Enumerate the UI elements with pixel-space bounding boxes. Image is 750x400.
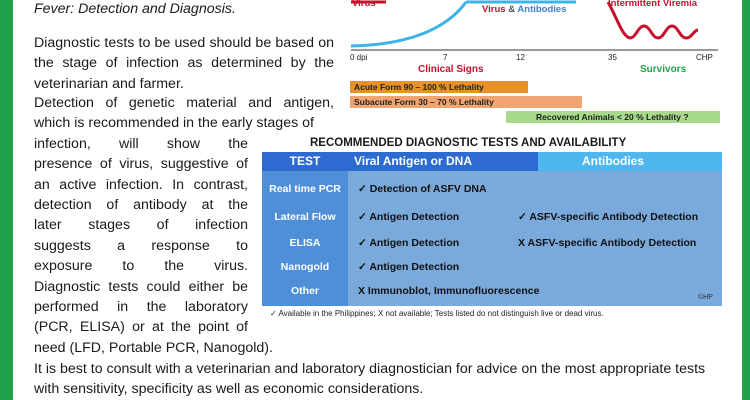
section-heading: Fever: Detection and Diagnosis. — [34, 1, 236, 17]
right-green-border — [742, 0, 750, 400]
left-green-border — [0, 0, 13, 400]
table-header-row — [262, 152, 722, 171]
header-test: TEST — [262, 152, 348, 171]
cell-pcr-antigen: ✓ Detection of ASFV DNA — [358, 183, 487, 195]
infection-timeline-graphic — [346, 0, 726, 128]
paragraph-detection-line: suggests a response to — [34, 237, 248, 254]
tick-7: 7 — [443, 53, 448, 62]
row-label-pcr: Real time PCR — [269, 183, 341, 195]
table-title: RECOMMENDED DIAGNOSTIC TESTS AND AVAILABILITY — [310, 137, 627, 149]
tick-35: 35 — [608, 53, 617, 62]
paragraph-detection-line: (PCR, ELISA) or at the point of — [34, 319, 248, 336]
row-label-elisa: ELISA — [289, 237, 321, 249]
survivors-label: Survivors — [640, 64, 687, 75]
virus-antibodies-label-virus: Virus — [482, 4, 506, 15]
subacute-form-bar: Subacute Form 30 – 70 % Lethality — [350, 96, 582, 108]
tick-0dpi: 0 dpi — [350, 53, 368, 62]
header-antigen: Viral Antigen or DNA — [348, 152, 538, 171]
paragraph-detection-line: presence of virus, suggestive of — [34, 156, 248, 173]
header-antibodies: Antibodies — [538, 152, 722, 171]
tick-chp: CHP — [696, 53, 713, 62]
paragraph-detection-line: detection of antibody at the — [34, 197, 248, 214]
paragraph-detection-line: exposure to the virus. — [34, 258, 248, 275]
intermittent-viremia-label: Intermittent Viremia — [608, 0, 698, 9]
cell-lateral-flow-antigen: ✓ Antigen Detection — [358, 211, 460, 223]
closing-paragraph: It is best to consult with a veterinarian and laboratory diagnostician for advice on the most appropriate tests with sensitivity, specificity as well as economic considerations. — [34, 361, 706, 398]
clinical-signs-label: Clinical Signs — [418, 64, 484, 75]
paragraph-diagnostic-tests: Diagnostic tests to be used should be based on the stage of infection as determined by the veterinarian and farmer. — [34, 35, 334, 92]
recovered-animals-bar: Recovered Animals < 20 % Lethality ? — [506, 111, 720, 123]
paragraph-detection-last: need (LFD, Portable PCR, Nanogold). — [34, 339, 273, 356]
paragraph-detection-line: performed in the laboratory — [34, 299, 248, 316]
row-label-lateral-flow: Lateral Flow — [274, 211, 336, 223]
cell-nanogold-antigen: ✓ Antigen Detection — [358, 261, 460, 273]
virus-antibodies-label-antibodies: Antibodies — [517, 4, 567, 15]
paragraph-detection-line: later stages of infection — [34, 217, 248, 234]
cell-elisa-antibody: X ASFV-specific Antibody Detection — [518, 237, 697, 249]
paragraph-detection-line: infection, will show the — [34, 135, 248, 152]
acute-form-bar: Acute Form 90 – 100 % Lethality — [350, 81, 528, 93]
row-label-other: Other — [290, 285, 319, 297]
paragraph-detection-line: Diagnostic tests could either be — [34, 278, 248, 295]
paragraph-detection-wide: Detection of genetic material and antigen, which is recommended in the early stages of — [34, 95, 334, 132]
copyright-watermark: ©HP — [698, 294, 713, 301]
cell-other-antigen: X Immunoblot, Immunofluorescence — [358, 285, 540, 297]
virus-antibodies-label-amp: & — [508, 4, 516, 15]
tick-12: 12 — [516, 53, 525, 62]
paragraph-detection-line: an active infection. In contrast, — [34, 176, 248, 193]
row-label-nanogold: Nanogold — [280, 261, 330, 273]
virus-label: Virus — [352, 0, 376, 9]
virus-antibodies-label — [482, 4, 567, 15]
cell-elisa-antigen: ✓ Antigen Detection — [358, 237, 460, 249]
cell-lateral-flow-antibody: ✓ ASFV-specific Antibody Detection — [518, 211, 699, 223]
table-footnote: ✓ Available in the Philippines; X not available; Tests listed do not distinguish live or dead virus. — [270, 309, 604, 318]
